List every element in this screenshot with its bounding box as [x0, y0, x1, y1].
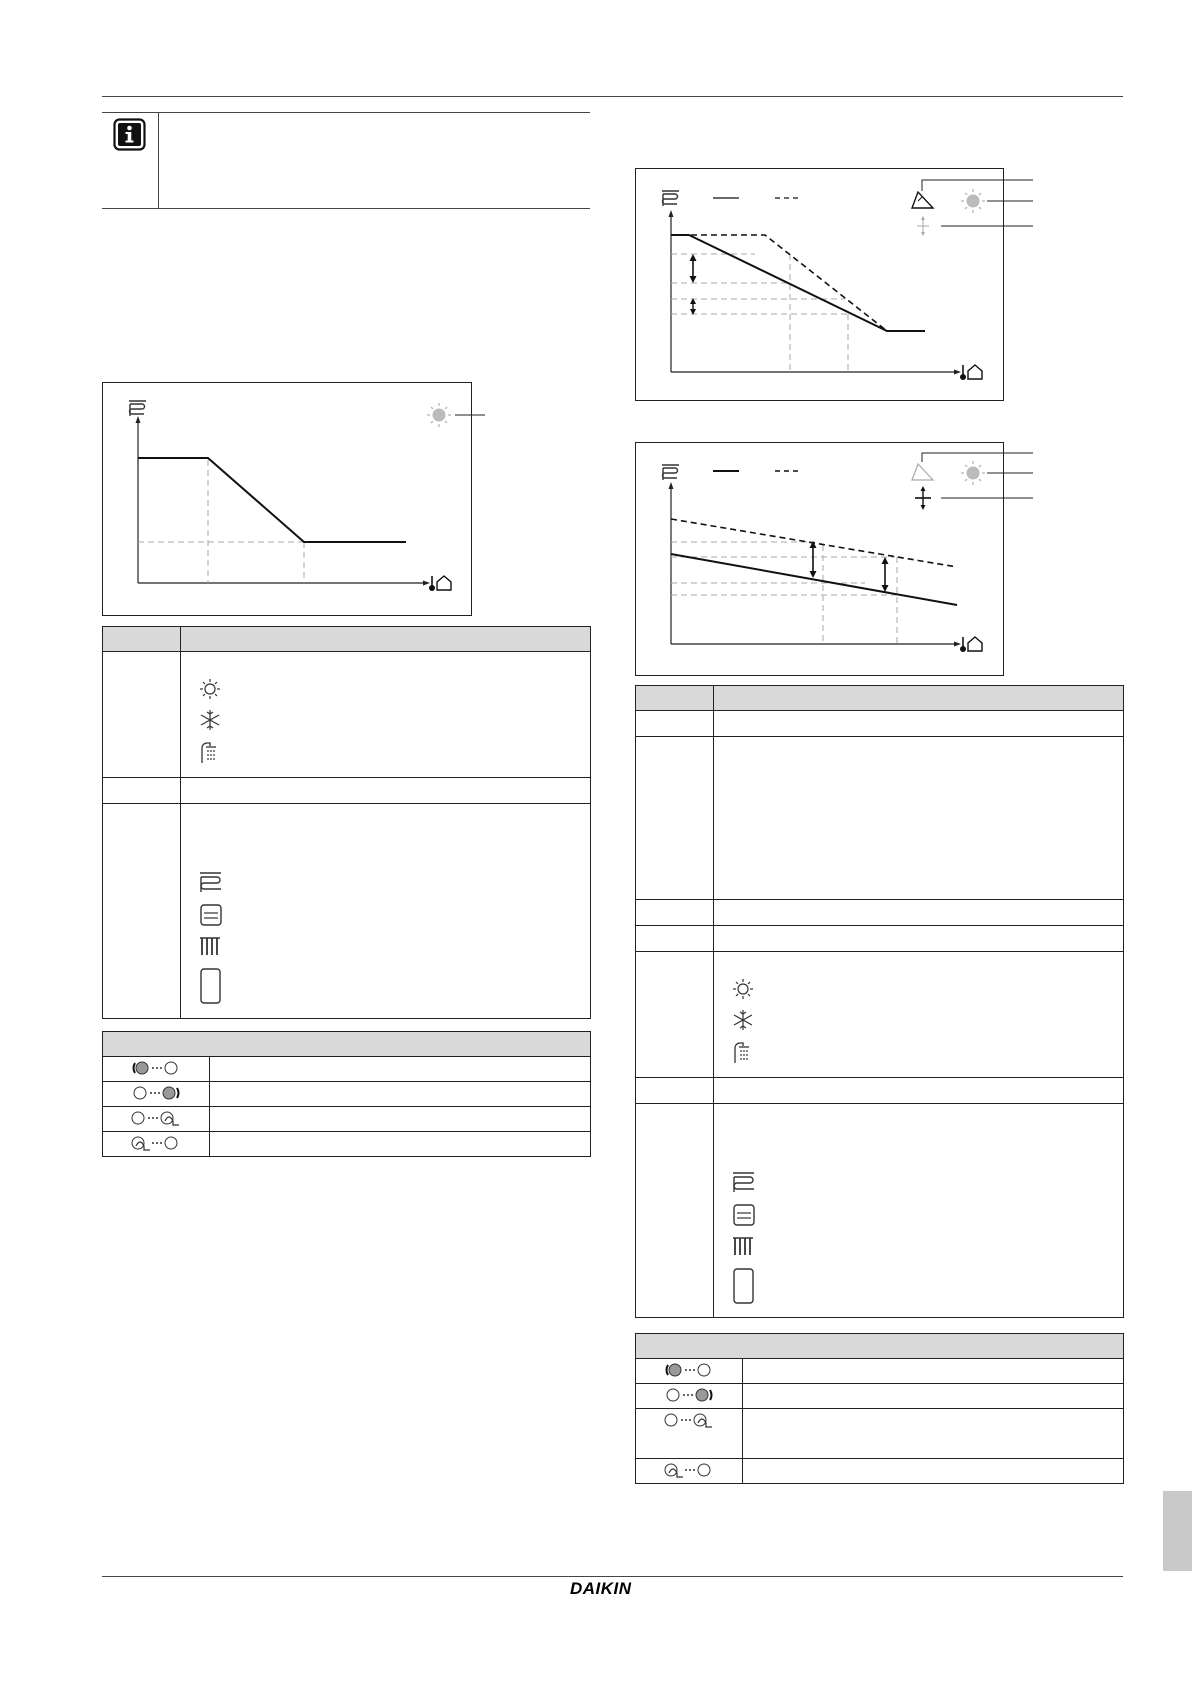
- shift-icon: [915, 486, 931, 510]
- fan-coil-icon: [199, 903, 223, 927]
- table-header-cell: [181, 627, 591, 652]
- temperature-house-icon: [429, 576, 451, 591]
- heating-sun-icon: [199, 678, 221, 700]
- right-spec-table: [635, 685, 1124, 1318]
- table-row: [636, 1459, 1124, 1484]
- table-header-cell: [636, 1334, 1124, 1359]
- table-row: [636, 952, 1124, 1078]
- domestic-hot-water-icon: [732, 1040, 754, 1064]
- table-header-cell: [103, 1032, 591, 1057]
- table-header-cell: [103, 627, 181, 652]
- chart-right-top-solid-curve: [671, 235, 925, 331]
- radiator-icon: [199, 936, 223, 958]
- shift-arrow: [882, 557, 889, 592]
- table-row: [636, 926, 1124, 952]
- heating-sun-icon: [961, 461, 985, 485]
- underfloor-heating-icon: [662, 191, 679, 206]
- chart-left: [102, 382, 542, 616]
- table-row: [103, 1057, 591, 1082]
- slope-icon: [912, 464, 933, 480]
- domestic-hot-water-icon: [199, 740, 221, 764]
- press-right-dial-icon: [662, 1411, 716, 1429]
- table-row: [636, 1384, 1124, 1409]
- table-row: [103, 1107, 591, 1132]
- turn-right-dial-icon: [131, 1084, 181, 1102]
- note-divider: [158, 112, 159, 208]
- chart-right-top: [635, 168, 1055, 401]
- table-row: [636, 1104, 1124, 1318]
- heating-sun-icon: [732, 978, 754, 1000]
- temperature-house-icon: [960, 637, 982, 652]
- chart-right-bottom: [635, 442, 1055, 676]
- table-row: [636, 1359, 1124, 1384]
- heating-sun-icon: [961, 189, 985, 213]
- underfloor-heating-icon: [662, 465, 679, 480]
- press-left-dial-icon: [662, 1461, 716, 1479]
- chart-left-curve: [138, 458, 406, 542]
- table-header-cell: [714, 686, 1124, 711]
- press-left-dial-icon: [129, 1134, 183, 1152]
- cooling-snowflake-icon: [199, 709, 221, 731]
- table-row: [103, 652, 591, 778]
- table-row: [103, 1082, 591, 1107]
- note-rule-top: [102, 112, 590, 113]
- turn-right-dial-icon: [664, 1386, 714, 1404]
- turn-left-dial-icon: [664, 1361, 714, 1379]
- table-row: [636, 900, 1124, 926]
- table-row: [636, 711, 1124, 737]
- table-header-cell: [636, 686, 714, 711]
- table-row: [636, 1409, 1124, 1459]
- tank-icon: [199, 967, 223, 1005]
- shift-arrow: [690, 254, 697, 283]
- shift-arrow: [810, 541, 817, 578]
- left-spec-table: [102, 626, 591, 1019]
- left-key-table: [102, 1031, 591, 1157]
- chapter-side-tab: [1163, 1491, 1192, 1571]
- footer-rule: [102, 1576, 1123, 1577]
- info-icon: [113, 118, 146, 151]
- table-row: [103, 778, 591, 804]
- chart-right-bottom-solid-curve: [671, 554, 957, 605]
- shift-icon: [917, 216, 929, 236]
- table-row: [636, 737, 1124, 900]
- cooling-snowflake-icon: [732, 1009, 754, 1031]
- shift-arrow: [690, 298, 696, 315]
- table-row: [103, 804, 591, 1019]
- underfloor-heating-icon: [129, 401, 146, 416]
- underfloor-heating-icon: [732, 1172, 756, 1194]
- temperature-house-icon: [960, 365, 982, 380]
- table-row: [103, 1132, 591, 1157]
- slope-icon: [912, 192, 933, 208]
- fan-coil-icon: [732, 1203, 756, 1227]
- radiator-icon: [732, 1236, 756, 1258]
- turn-left-dial-icon: [131, 1059, 181, 1077]
- right-key-table: [635, 1333, 1124, 1484]
- brand-logo: DAIKIN: [570, 1579, 632, 1598]
- heating-sun-icon: [427, 403, 451, 427]
- tank-icon: [732, 1267, 756, 1305]
- table-row: [636, 1078, 1124, 1104]
- header-rule: [102, 96, 1123, 97]
- underfloor-heating-icon: [199, 872, 223, 894]
- press-right-dial-icon: [129, 1109, 183, 1127]
- note-rule-bottom: [102, 208, 590, 209]
